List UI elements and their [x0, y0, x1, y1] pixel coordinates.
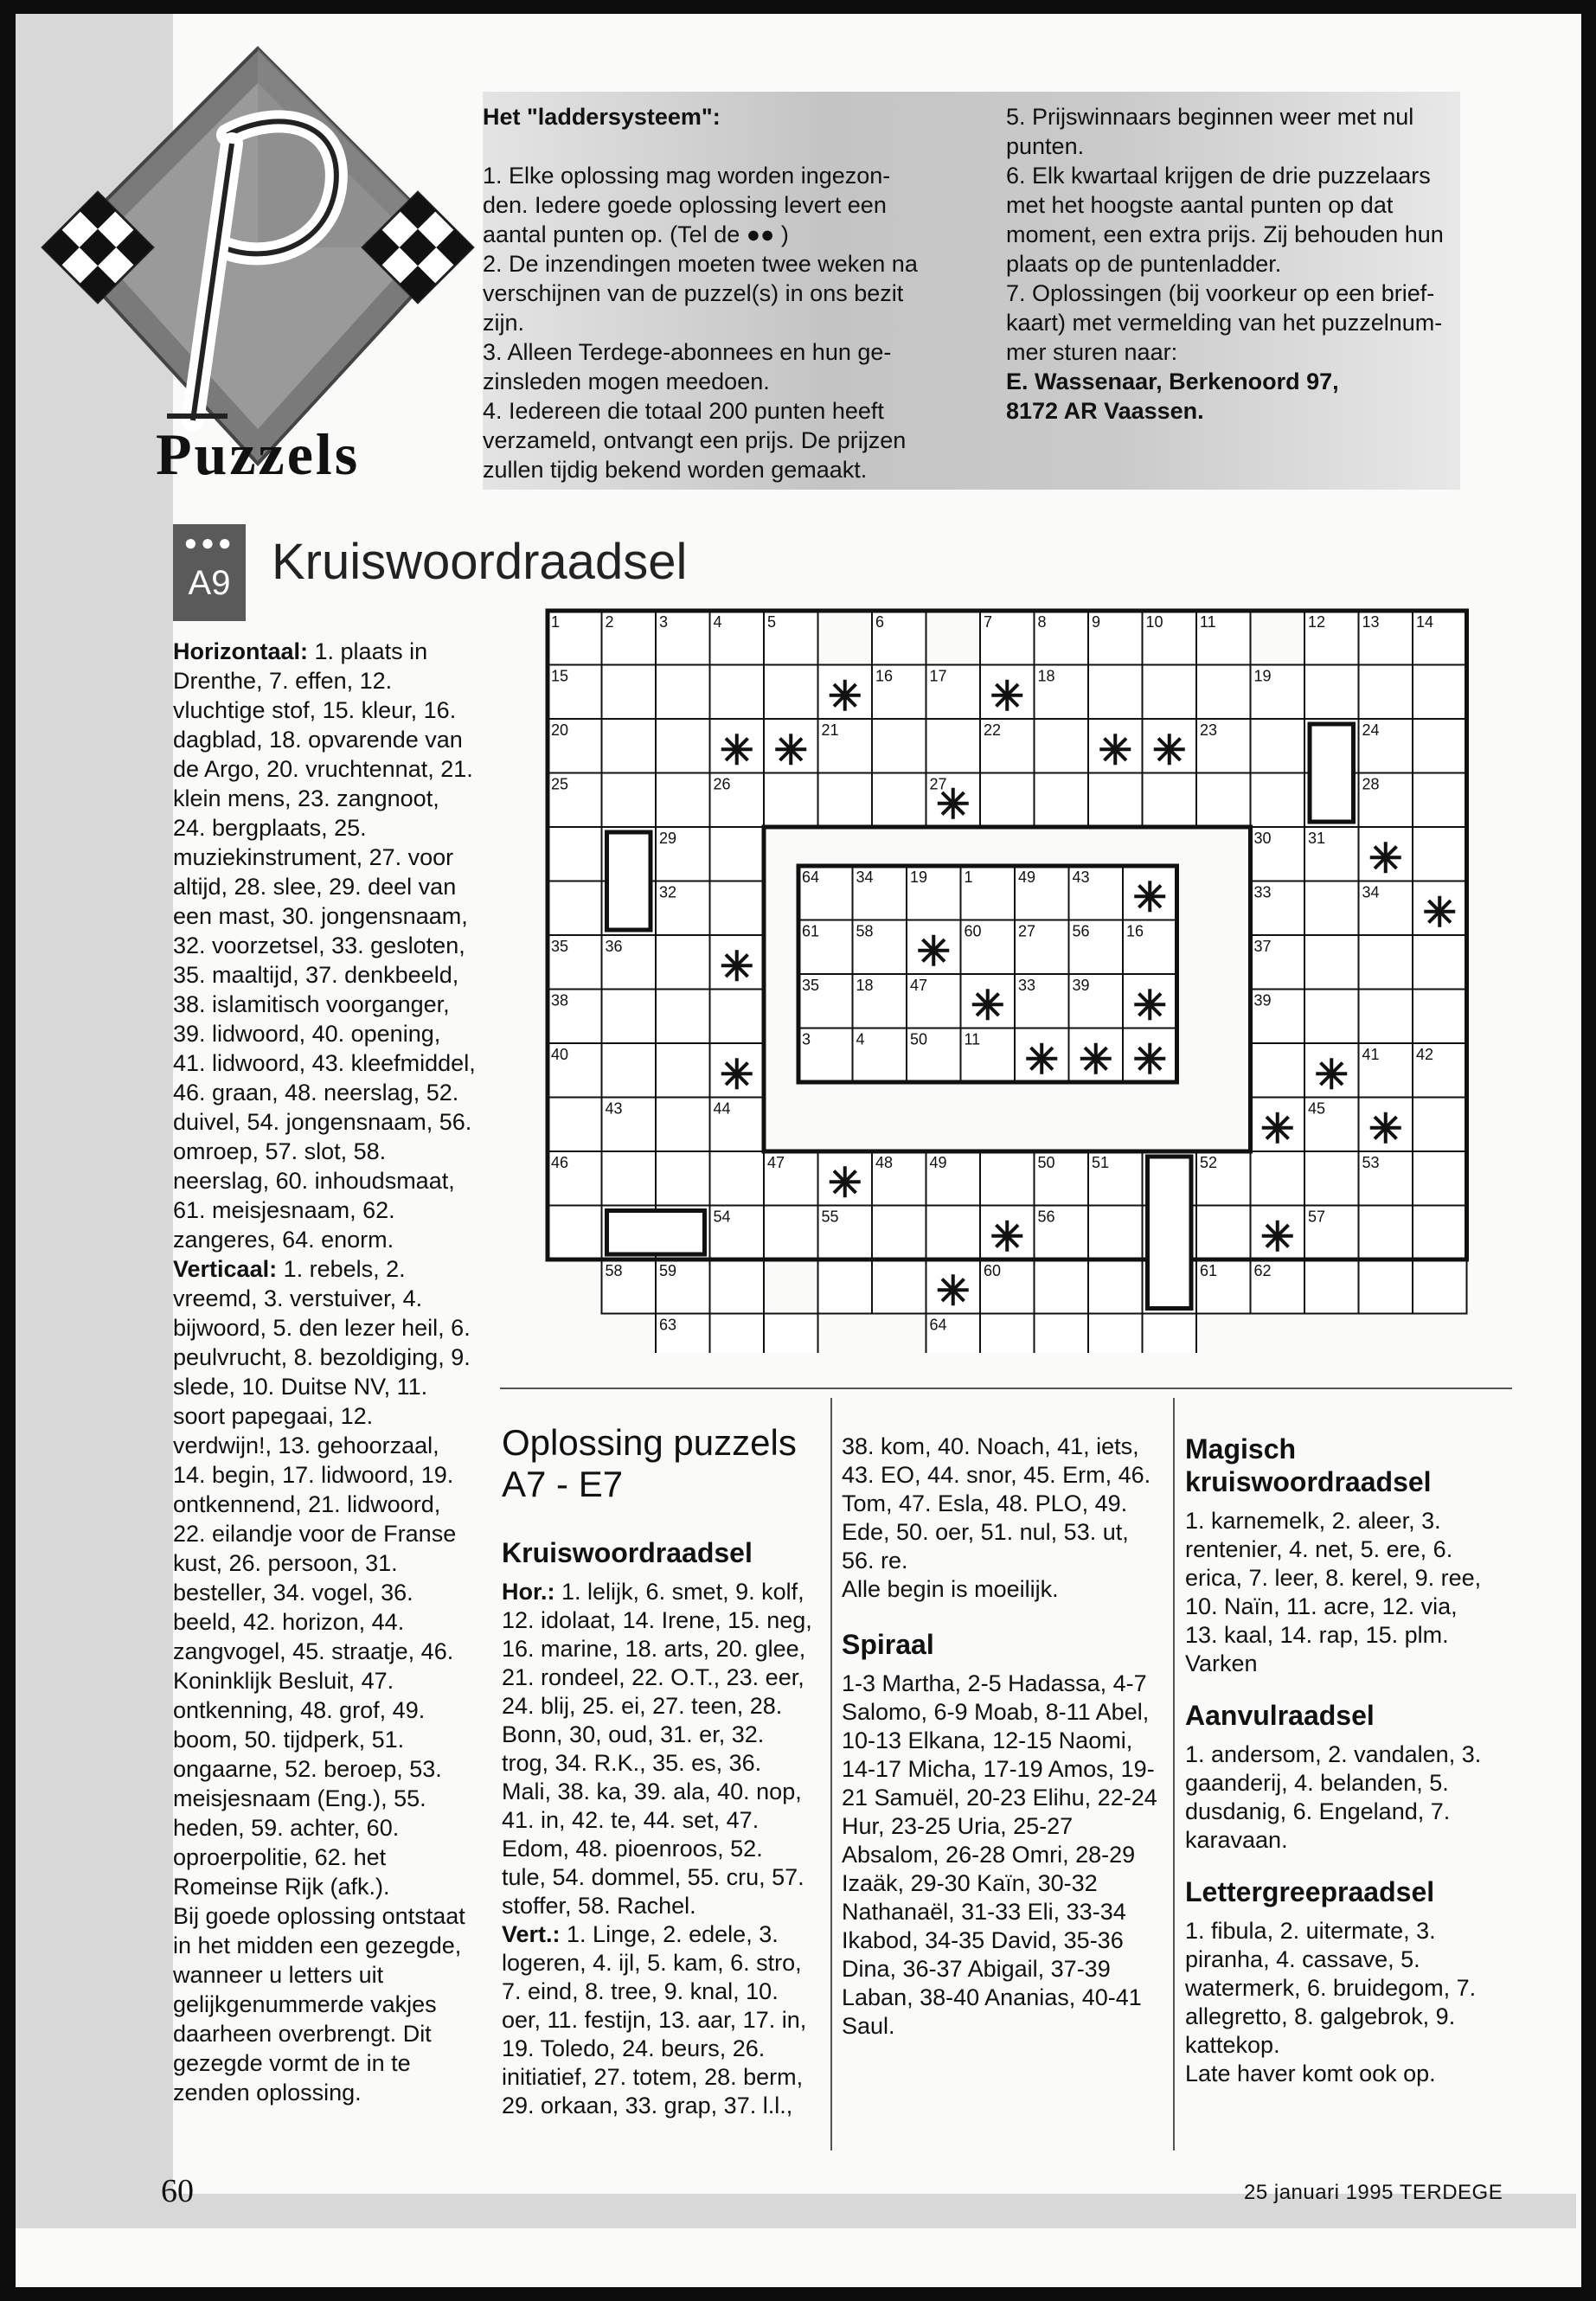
rules-left-column [483, 102, 967, 484]
grid-cell [710, 881, 765, 936]
star-block-icon [1026, 1043, 1057, 1074]
grid-number: 19 [1253, 667, 1272, 685]
crossword-grid [530, 592, 1482, 1353]
solutions-column-3 [1185, 1433, 1492, 2088]
lettergreep-text: 1. fibula, 2. uitermate, 3. piranha, 4. cassave, 5. watermerk, 6. bruidegom, 7. allegretto, 8. galgebrok, 9. kattekop. [1185, 1918, 1477, 2058]
horizontal-label: Horizontaal: [173, 638, 309, 664]
grid-number: 8 [1037, 613, 1047, 631]
grid-number: 25 [551, 775, 569, 793]
inner-grid-number: 19 [910, 868, 928, 886]
grid-cell [1088, 1206, 1143, 1260]
star-block-icon [1134, 1043, 1165, 1074]
grid-number: 62 [1253, 1262, 1272, 1279]
grid-cell [548, 881, 602, 936]
star-block-icon [938, 1274, 969, 1305]
grid-cell [1088, 665, 1143, 720]
rules-right-column [1006, 102, 1460, 426]
grid-cell [1413, 1206, 1467, 1260]
grid-number: 59 [659, 1262, 677, 1279]
grid-number: 54 [713, 1208, 731, 1226]
grid-cell [1413, 1259, 1467, 1314]
star-block-icon [1154, 734, 1185, 765]
solutions-subtitle: A7 - E7 [502, 1464, 624, 1504]
grid-number: 6 [875, 613, 885, 631]
star-block-icon [721, 1058, 753, 1089]
inner-grid-number: 58 [856, 922, 874, 940]
rules-address: E. Wassenaar, Berkenoord 97, [1006, 369, 1339, 394]
rules-line: kaart) met vermelding van het puzzelnum- [1006, 310, 1443, 336]
grid-number: 12 [1308, 613, 1326, 631]
vertical-clues: 1. rebels, 2. vreemd, 3. verstuiver, 4. bijwoord, 5. den lezer heil, 6. peulvrucht, 8. bezoldiging, 9. slede, 10. Duitse NV, 11. soort papegaai, 12. verdwijn!, 13. gehoorzaal, 14. begin, 17. lidwoord, 19. ontkennend, 21. lidwoord, 22. eilandje voor de Franse kust, 26. persoon, 31. besteller, 34. vogel, 36. beeld, 42. horizon, 44. zangvogel, 45. straatje, 46. Koninklijk Besluit, 47. ontkenning, 48. grof, 49. boom, 50. tijdperk, 51. ongaarne, 52. beroep, 53. meisjesnaam (Eng.), 55. heden, 59. achter, 60. oproerpolitie, 62. het Romeinse Rijk (afk.). [173, 1256, 471, 1900]
grid-cell [1251, 719, 1305, 773]
magisch-text: 1. karnemelk, 2. aleer, 3. rentenier, 4. net, 5. ere, 6. erica, 7. leer, 8. kerel, 9. ree, 10. Naïn, 11. acre, 12. via, 13. kaal, 14. rap, 15. plm. [1185, 1508, 1482, 1648]
block-bar [607, 1211, 705, 1255]
kw-vert-text: 1. Linge, 2. edele, 3. logeren, 4. ijl, 5. kam, 6. stro, 7. eind, 8. tree, 9. knal, 10. oer, 11. festijn, 13. aar, 17. in, 19. Toledo, 24. beurs, 26. initiatief, 27. totem, 28. berm, 29. orkaan, 33. grap, 37. l.l., [502, 1921, 807, 2118]
grid-number: 5 [767, 613, 777, 631]
inner-grid-number: 27 [1018, 922, 1036, 940]
star-block-icon [775, 734, 806, 765]
rules-line: 4. Iedereen die totaal 200 punten heeft [483, 398, 884, 424]
grid-cell [602, 1151, 657, 1206]
kw-hor-label: Hor.: [502, 1579, 555, 1605]
star-block-icon [721, 734, 753, 765]
rules-line: zijn. [483, 310, 525, 336]
rules-heading: Het "laddersysteem": [483, 104, 721, 130]
aanvul-text: 1. andersom, 2. vandalen, 3. gaanderij, 4. belanden, 5. dusdanig, 6. Engeland, 7. karavaan. [1185, 1741, 1482, 1853]
grid-cell [602, 773, 657, 828]
rules-line: verzameld, ontvangt een prijs. De prijzen [483, 427, 907, 453]
grid-cell [1359, 665, 1413, 720]
grid-number: 1 [551, 613, 561, 631]
rules-line: 5. Prijswinnaars beginnen weer met nul [1006, 104, 1414, 130]
page-number: 60 [161, 2173, 194, 2209]
grid-cell [1088, 1314, 1143, 1354]
grid-cell [1413, 1151, 1467, 1206]
issue-date: 25 januari 1995 TERDEGE [1244, 2181, 1503, 2204]
rules-line: plaats op de puntenladder. [1006, 251, 1282, 277]
grid-cell [1359, 1206, 1413, 1260]
grid-number: 46 [551, 1154, 569, 1171]
rules-line: 3. Alleen Terdege-abonnees en hun ge- [483, 339, 892, 365]
ladder-system-rules [483, 92, 1460, 490]
solutions-column-2 [842, 1433, 1157, 2041]
grid-cell [1035, 1314, 1089, 1354]
grid-cell [1304, 1151, 1359, 1206]
grid-number: 24 [1362, 721, 1380, 739]
grid-cell [764, 665, 818, 720]
grid-number: 44 [713, 1099, 731, 1118]
column-divider [1173, 1398, 1175, 2150]
grid-cell [1143, 1314, 1197, 1354]
aanvul-title: Aanvulraadsel [1185, 1700, 1375, 1731]
inner-grid-number: 34 [856, 868, 874, 886]
inner-grid-number: 1 [964, 868, 973, 886]
grid-number: 58 [605, 1262, 623, 1279]
star-block-icon [1262, 1112, 1293, 1144]
star-block-icon [830, 680, 861, 711]
grid-cell [872, 719, 926, 773]
grid-cell [980, 773, 1035, 828]
grid-cell [656, 935, 710, 990]
grid-number: 57 [1308, 1208, 1326, 1226]
grid-number: 49 [929, 1154, 947, 1171]
kw-continued-text: 38. kom, 40. Noach, 41, iets, 43. EO, 44. snor, 45. Erm, 46. Tom, 47. Esla, 48. PLO, 49. Ede, 50. oer, 51. nul, 53. ut, 56. re. [842, 1433, 1151, 1574]
grid-cell [548, 827, 602, 881]
grid-number: 20 [551, 721, 569, 739]
grid-cell [710, 665, 765, 720]
star-block-icon [1080, 1043, 1112, 1074]
star-block-icon [721, 950, 753, 981]
grid-number: 64 [929, 1316, 947, 1334]
grid-cell [1251, 1151, 1305, 1206]
rules-line: 7. Oplossingen (bij voorkeur op een brief- [1006, 280, 1435, 306]
kruiswoord-solution-title: Kruiswoordraadsel [502, 1537, 753, 1568]
grid-cell [818, 773, 873, 828]
grid-number: 13 [1362, 613, 1380, 631]
block-bar [1148, 1157, 1192, 1309]
grid-cell [872, 773, 926, 828]
crossword-clues [173, 637, 476, 2107]
grid-cell [1304, 935, 1359, 990]
grid-number: 53 [1362, 1154, 1380, 1171]
rules-line: met het hoogste aantal punten op dat [1006, 192, 1394, 218]
star-block-icon [1134, 989, 1165, 1020]
grid-number: 18 [1037, 667, 1055, 685]
grid-cell [656, 665, 710, 720]
grid-number: 45 [1308, 1099, 1326, 1118]
grid-number: 47 [767, 1154, 785, 1171]
rules-line: verschijnen van de puzzel(s) in ons bezit [483, 280, 904, 306]
grid-cell [1035, 773, 1089, 828]
grid-number: 15 [551, 667, 569, 685]
grid-cell [980, 1151, 1035, 1206]
grid-cell [1304, 665, 1359, 720]
grid-number: 50 [1037, 1154, 1055, 1171]
grid-cell [1251, 773, 1305, 828]
grid-cell [926, 1206, 981, 1260]
inner-grid-number: 64 [802, 868, 820, 886]
difficulty-dots: ●●● [183, 529, 235, 555]
rules-line: zullen tijdig bekend worden gemaakt. [483, 457, 868, 483]
star-block-icon [1370, 842, 1401, 873]
grid-number: 43 [605, 1099, 623, 1118]
grid-number: 26 [713, 775, 731, 793]
inner-grid-number: 50 [910, 1030, 928, 1048]
star-block-icon [1262, 1221, 1293, 1252]
inner-grid-number: 49 [1018, 868, 1036, 886]
grid-number: 30 [1253, 830, 1272, 847]
puzzle-code-badge [173, 524, 246, 621]
grid-cell [602, 1043, 657, 1098]
inner-grid-number: 60 [964, 922, 982, 940]
grid-cell [1196, 665, 1251, 720]
grid-number: 27 [929, 775, 947, 793]
star-block-icon [1099, 734, 1131, 765]
inner-grid-number: 35 [802, 977, 820, 994]
inner-grid-number: 39 [1072, 977, 1090, 994]
grid-cell [710, 827, 765, 881]
grid-cell [764, 1314, 818, 1354]
grid-cell [1413, 773, 1467, 828]
grid-number: 31 [1308, 830, 1326, 847]
star-block-icon [830, 1166, 861, 1197]
grid-cell [548, 1098, 602, 1152]
magisch-word: Varken [1185, 1650, 1258, 1676]
grid-number: 55 [821, 1208, 839, 1226]
vertical-label: Verticaal: [173, 1256, 278, 1282]
rules-line: aantal punten op. (Tel de ●● ) [483, 221, 789, 247]
clues-note: Bij goede oplossing ontstaat in het midden een gezegde, wanneer u letters uit gelijkgenummerde vakjes daarheen overbrengt. Dit gezegde vormt de in te zenden oplossing. [173, 1903, 465, 2106]
horizontal-clues: 1. plaats in Drenthe, 7. effen, 12. vluchtige stof, 15. kleur, 16. dagblad, 18. opvarende van de Argo, 20. vruchtennat, 21. klein mens, 23. zangnoot, 24. bergplaats, 25. muziekinstrument, 27. voor altijd, 28. slee, 29. deel van een mast, 30. jongensnaam, 32. voorzetsel, 33. gesloten, 35. maaltijd, 37. denkbeeld, 38. islamitisch voorganger, 39. lidwoord, 40. opening, 41. lidwoord, 43. kleefmiddel, 46. graan, 48. neerslag, 52. duivel, 54. jongensnaam, 56. omroep, 57. slot, 58. neerslag, 60. inhoudsmaat, 61. meisjesnaam, 62. zangeres, 64. enorm. [173, 638, 476, 1253]
grid-cell [1413, 665, 1467, 720]
grid-number: 63 [659, 1316, 677, 1334]
solutions-title: Oplossing puzzels [502, 1422, 797, 1463]
kw-vert-label: Vert.: [502, 1921, 561, 1947]
rules-address: 8172 AR Vaassen. [1006, 398, 1204, 424]
star-block-icon [1370, 1112, 1401, 1144]
inner-grid-number: 18 [856, 977, 874, 994]
grid-number: 14 [1416, 613, 1434, 631]
grid-number: 11 [1200, 613, 1216, 631]
grid-number: 38 [551, 991, 569, 1009]
grid-number: 36 [605, 938, 623, 955]
grid-number: 2 [605, 613, 614, 631]
grid-number: 29 [659, 830, 677, 847]
rules-line: den. Iedere goede oplossing levert een [483, 192, 887, 218]
grid-number: 37 [1253, 938, 1272, 955]
grid-cell [1413, 935, 1467, 990]
inner-grid-number: 47 [910, 977, 928, 994]
grid-number: 16 [875, 667, 894, 685]
grid-cell [1413, 827, 1467, 881]
star-block-icon [991, 1221, 1022, 1252]
grid-cell [656, 773, 710, 828]
star-block-icon [972, 989, 1003, 1020]
solutions-column-1 [502, 1422, 813, 2120]
grid-cell [1413, 990, 1467, 1044]
grid-number: 56 [1037, 1208, 1055, 1226]
grid-cell [1143, 665, 1197, 720]
grid-number: 10 [1145, 613, 1163, 631]
grid-number: 32 [659, 883, 677, 901]
grid-cell [1359, 935, 1413, 990]
grid-cell [656, 1098, 710, 1152]
rules-line: zinsleden mogen meedoen. [483, 369, 770, 394]
inner-grid-number: 43 [1072, 868, 1090, 886]
grid-number: 21 [821, 721, 839, 739]
grid-number: 28 [1362, 775, 1380, 793]
column-divider [830, 1398, 832, 2150]
grid-cell [602, 990, 657, 1044]
magisch-title: Magisch kruiswoordraadsel [1185, 1433, 1432, 1497]
grid-cell [764, 1206, 818, 1260]
grid-number: 39 [1253, 991, 1272, 1009]
grid-cell [1035, 719, 1089, 773]
grid-cell [656, 1151, 710, 1206]
grid-number: 9 [1092, 613, 1101, 631]
star-block-icon [918, 935, 949, 966]
grid-cell [872, 1206, 926, 1260]
kw-motto: Alle begin is moeilijk. [842, 1576, 1059, 1602]
grid-cell [1304, 881, 1359, 936]
grid-number: 51 [1092, 1154, 1110, 1171]
grid-cell [1196, 773, 1251, 828]
grid-cell [1251, 1043, 1305, 1098]
magazine-page [16, 14, 1581, 2287]
star-block-icon [938, 788, 969, 819]
grid-cell [1413, 1098, 1467, 1152]
star-block-icon [1316, 1058, 1347, 1089]
grid-cell [656, 719, 710, 773]
grid-cell [602, 665, 657, 720]
lettergreep-motto: Late haver komt ook op. [1185, 2061, 1436, 2086]
grid-cell [1359, 1259, 1413, 1314]
puzzle-title: Kruiswoordraadsel [272, 534, 688, 590]
grid-number: 17 [929, 667, 947, 685]
grid-cell [872, 1259, 926, 1314]
grid-number: 42 [1416, 1046, 1434, 1063]
kw-hor-text: 1. lelijk, 6. smet, 9. kolf, 12. idolaat, 14. Irene, 15. neg, 16. marine, 18. arts, 20. glee, 21. rondeel, 22. O.T., 23. eer, 24. blij, 25. ei, 27. teen, 28. Bonn, 30, oud, 31. er, 32. trog, 34. R.K., 35. es, 36. Mali, 38. ka, 39. ala, 40. nop, 41. in, 42. te, 44. set, 47. Edom, 48. pioenroos, 52. tule, 54. dommel, 55. cru, 57. stoffer, 58. Rachel. [502, 1579, 812, 1919]
spiraal-title: Spiraal [842, 1629, 934, 1660]
grid-number: 40 [551, 1046, 569, 1063]
grid-number: 48 [875, 1154, 894, 1171]
grid-cell [818, 1259, 873, 1314]
grid-cell [1035, 1259, 1089, 1314]
grid-cell [710, 1259, 765, 1314]
grid-cell [548, 1206, 602, 1260]
puzzels-logo [16, 14, 500, 550]
star-block-icon [1134, 881, 1165, 912]
grid-number: 34 [1362, 883, 1380, 901]
grid-cell [1413, 719, 1467, 773]
logo-wordmark: Puzzels [156, 421, 361, 487]
grid-cell [602, 719, 657, 773]
grid-number: 52 [1200, 1154, 1218, 1171]
grid-cell [1196, 1206, 1251, 1260]
block-bar [607, 832, 651, 930]
inner-grid-number: 4 [856, 1030, 865, 1048]
rules-line: 1. Elke oplossing mag worden ingezon- [483, 163, 891, 189]
grid-number: 22 [984, 721, 1002, 739]
rules-line: punten. [1006, 133, 1085, 159]
spiraal-text: 1-3 Martha, 2-5 Hadassa, 4-7 Salomo, 6-9 Moab, 8-11 Abel, 10-13 Elkana, 12-15 Naomi, 14-17 Micha, 17-19 Amos, 19-21 Samuël, 20-23 Elihu, 22-24 Hur, 23-25 Uria, 25-27 Absalom, 26-28 Omri, 28-29 Izaäk, 29-30 Kaïn, 30-32 Nathanaël, 31-33 Eli, 33-34 Ikabod, 34-35 David, 35-36 Dina, 36-37 Abigail, 37-39 Laban, 38-40 Ananias, 40-41 Saul. [842, 1670, 1157, 2039]
grid-number: 61 [1200, 1262, 1218, 1279]
grid-cell [656, 990, 710, 1044]
rules-line: 6. Elk kwartaal krijgen de drie puzzelaars [1006, 163, 1431, 189]
grid-number: 7 [984, 613, 993, 631]
inner-grid-number: 33 [1018, 977, 1036, 994]
block-bar [1310, 724, 1354, 822]
grid-cell [710, 1151, 765, 1206]
grid-cell [980, 1314, 1035, 1354]
grid-number: 3 [659, 613, 669, 631]
lettergreep-title: Lettergreepraadsel [1185, 1876, 1435, 1907]
puzzle-code: A9 [188, 564, 231, 602]
inner-grid-number: 11 [964, 1030, 981, 1048]
grid-cell [1088, 773, 1143, 828]
rules-line: 2. De inzendingen moeten twee weken na [483, 251, 918, 277]
inner-grid-number: 56 [1072, 922, 1090, 940]
star-block-icon [991, 680, 1022, 711]
grid-number: 60 [984, 1262, 1002, 1279]
rules-line: mer sturen naar: [1006, 339, 1178, 365]
grid-number: 41 [1362, 1046, 1380, 1063]
crossword-grid-svg [530, 592, 1482, 1353]
grid-cell [764, 773, 818, 828]
grid-number: 4 [713, 613, 722, 631]
grid-cell [926, 719, 981, 773]
grid-cell [1088, 1259, 1143, 1314]
grid-number: 35 [551, 938, 569, 955]
inner-grid-number: 61 [802, 922, 820, 940]
grid-cell [1359, 990, 1413, 1044]
grid-number: 33 [1253, 883, 1272, 901]
inner-grid-number: 16 [1126, 922, 1144, 940]
rules-line: moment, een extra prijs. Zij behouden hun [1006, 221, 1444, 247]
section-divider [500, 1388, 1512, 1389]
grid-cell [1304, 990, 1359, 1044]
grid-cell [710, 1314, 765, 1354]
grid-cell [1143, 773, 1197, 828]
grid-cell [710, 990, 765, 1044]
inner-grid-number: 3 [802, 1030, 811, 1048]
grid-cell [1304, 1259, 1359, 1314]
star-block-icon [1424, 896, 1455, 927]
grid-cell [656, 1043, 710, 1098]
grid-number: 23 [1200, 721, 1218, 739]
